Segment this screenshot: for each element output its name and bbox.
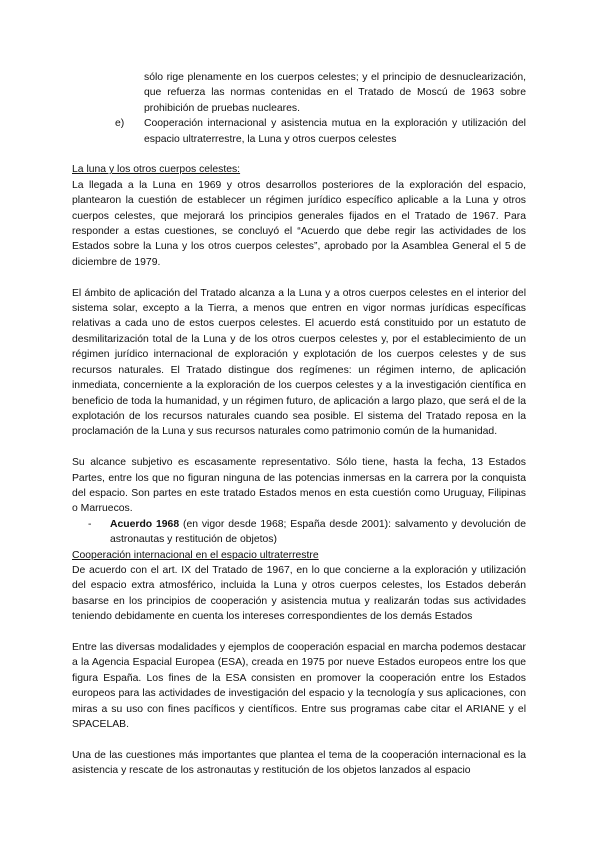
section-heading-luna: La luna y los otros cuerpos celestes: [72, 164, 241, 176]
acuerdo-text: (en vigor desde 1968; España desde 2001): salvamento y devolución de astronautas y restitución de objetos) [110, 518, 526, 546]
luna-paragraph-3: Su alcance subjetivo es escasamente representativo. Sólo tiene, hasta la fecha, 13 Estados Partes, entre los que no figuran ninguna de las potencias inmersas en la carrera por la conquista del espacio. Son partes en este tratado Estados menos en esta cuestión como Uruguay, Filipinas o Marruecos. [72, 457, 526, 515]
continuation-paragraph: sólo rige plenamente en los cuerpos celestes; y el principio de desnuclearización, que refuerza las normas contenidas en el Tratado de Moscú de 1963 sobre prohibición de pruebas nucleares. [144, 72, 526, 114]
luna-paragraph-1: La llegada a la Luna en 1969 y otros desarrollos posteriores de la exploración del espacio, plantearon la cuestión de establecer un régimen jurídico específico aplicable a la Luna y otros cuerpos celestes, que mejorará los principios generales fijados en el Tratado de 1967. Para responder a estas cuestiones, se concluyó el “Acuerdo que debe regir las actividades de los Estados sobre la Luna y los otros cuerpos celestes”, aprobado por la Asamblea General el 5 de diciembre de 1979. [72, 179, 526, 268]
acuerdo-title: Acuerdo 1968 [110, 518, 180, 530]
coop-paragraph-3: Una de las cuestiones más importantes que plantea el tema de la cooperación internacional es la asistencia y rescate de los astronautas y restitución de los objetos lanzados al espacio [72, 749, 526, 777]
bullet-marker: - [88, 518, 92, 530]
list-item-e [72, 116, 526, 147]
luna-paragraph-2: El ámbito de aplicación del Tratado alcanza a la Luna y a otros cuerpos celestes en el interior del sistema solar, excepto a la Tierra, a menos que entren en vigor normas jurídicas específicas relativas a cada uno de estos cuerpos celestes. El acuerdo está constituido por un estatuto de desmilitarización total de la Luna y de los otros cuerpos celestes y, por el establecimiento de un régimen jurídico internacional de exploración y explotación de los cuerpos celestes y de sus recursos naturales. El Tratado distingue dos regímenes: un régimen interno, de aplicación inmediata, concerniente a la exploración de los cuerpos celestes y a la investigación científica en beneficio de toda la humanidad, y un régimen futuro, de aplicación a largo plazo, que será el de la explotación de los recursos naturales cuando sea posible. El sistema del Tratado reposa en la proclamación de la Luna y sus recursos naturales como patrimonio común de la humanidad. [72, 287, 526, 438]
document-page [72, 70, 526, 779]
coop-paragraph-2: Entre las diversas modalidades y ejemplos de cooperación espacial en marcha podemos destacar a la Agencia Espacial Europea (ESA), creada en 1975 por nueve Estados europeos entre los que figura España. Los fines de la ESA consisten en promover la cooperación entre los Estados europeos para las actividades de investigación del espacio y la tecnología y sus aplicaciones, con miras a su uso con fines pacíficos y científicos. Entre sus programas cabe citar el ARIANE y el SPACELAB. [72, 641, 526, 730]
coop-paragraph-1: De acuerdo con el art. IX del Tratado de 1967, en lo que concierne a la exploración y utilización del espacio extra atmosférico, incluida la Luna y otros cuerpos celestes, los Estados deberán basarse en los principios de cooperación y asistencia mutua y realizarán todas sus actividades teniendo debidamente en cuenta los intereses correspondientes de los demás Estados [72, 564, 526, 623]
list-item-text: Cooperación internacional y asistencia mutua en la exploración y utilización del espacio ultraterrestre, la Luna y otros cuerpos celestes [144, 118, 526, 145]
section-heading-cooperacion: Cooperación internacional en el espacio ultraterrestre [72, 549, 319, 561]
acuerdo-bullet [72, 517, 526, 548]
list-item-label: e) [115, 118, 125, 130]
